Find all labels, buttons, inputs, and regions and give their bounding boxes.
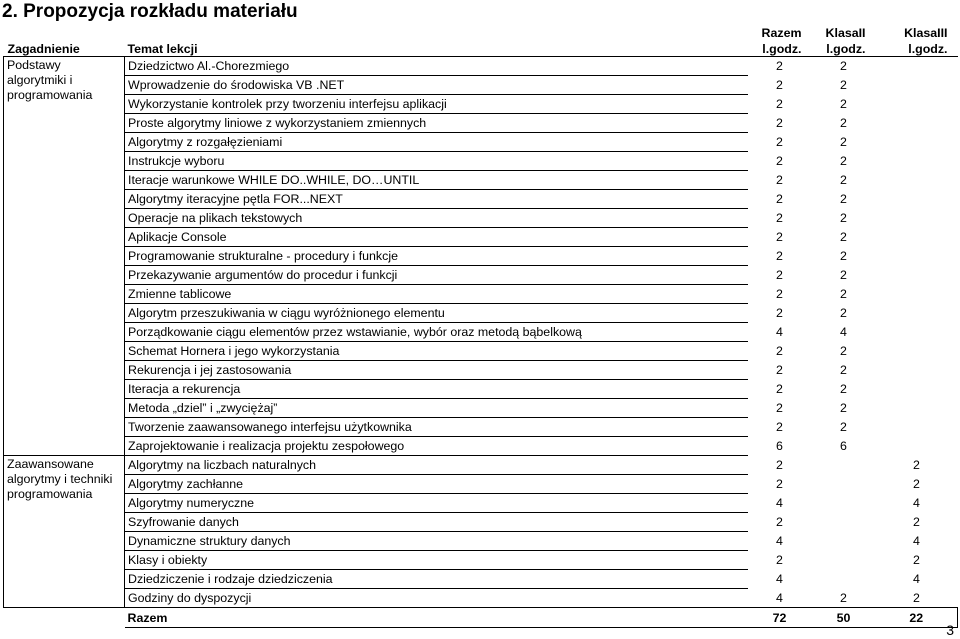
table-row [4, 399, 958, 418]
hours-razem: 2 [776, 211, 783, 225]
table-row [4, 190, 958, 209]
topic-cell: Wprowadzenie do środowiska VB .NET [125, 76, 748, 95]
table-row [4, 342, 958, 361]
topic-cell: Instrukcje wyboru [125, 152, 748, 171]
hours-k3: 4 [913, 534, 920, 548]
topic-cell: Dziedziczenie i rodzaje dziedziczenia [125, 570, 748, 589]
hours-razem: 2 [776, 401, 783, 415]
hours-k3 [876, 418, 958, 437]
topic-cell: Algorytmy iteracyjne pętla FOR...NEXT [125, 190, 748, 209]
hours-razem: 2 [776, 230, 783, 244]
hours-k2: 2 [840, 173, 847, 187]
table-row [4, 266, 958, 285]
table-row [4, 152, 958, 171]
hours-k2: 2 [840, 268, 847, 282]
category-cell: Zaawansowane algorytmy i techniki programowania [4, 456, 125, 608]
table-row [4, 418, 958, 437]
hours-k2 [812, 475, 876, 494]
hours-k3 [876, 247, 958, 266]
hours-razem: 4 [776, 572, 783, 586]
hours-k2: 2 [840, 59, 847, 74]
topic-cell: Wykorzystanie kontrolek przy tworzeniu interfejsu aplikacji [125, 95, 748, 114]
summary-row [4, 608, 958, 628]
hours-razem: 2 [776, 458, 783, 472]
table-row [4, 228, 958, 247]
table-row [4, 285, 958, 304]
hours-k3 [876, 266, 958, 285]
topic-cell: Iteracje warunkowe WHILE DO..WHILE, DO…UNTIL [125, 171, 748, 190]
hours-k3: 2 [913, 590, 920, 605]
topic-cell: Godziny do dyspozycji [125, 589, 748, 608]
hours-k2: 2 [840, 306, 847, 320]
topic-cell: Metoda „dziel” i „zwyciężaj” [125, 399, 748, 418]
hours-razem: 2 [776, 420, 783, 434]
hours-k3 [876, 304, 958, 323]
header-zagadnienie: Zagadnienie [4, 41, 125, 57]
hours-k3 [876, 285, 958, 304]
table-row [4, 304, 958, 323]
hours-razem: 4 [776, 534, 783, 548]
hours-k2: 2 [840, 192, 847, 206]
hours-k3: 2 [913, 553, 920, 567]
table-row [4, 95, 958, 114]
hours-k3 [876, 399, 958, 418]
topic-cell: Iteracja a rekurencja [125, 380, 748, 399]
hours-k3 [876, 361, 958, 380]
category-cell: Podstawy algorytmiki i programowania [4, 57, 125, 456]
topic-cell: Algorytm przeszukiwania w ciągu wyróżnionego elementu [125, 304, 748, 323]
table-row [4, 513, 958, 532]
hours-razem: 4 [776, 496, 783, 510]
hours-k2: 2 [840, 116, 847, 130]
hours-razem: 4 [776, 325, 783, 339]
topic-cell: Algorytmy z rozgałęzieniami [125, 133, 748, 152]
hours-k2 [812, 494, 876, 513]
header-klasa-2: KlasaII [825, 26, 866, 40]
header-godz-razem: l.godz. [748, 41, 812, 57]
hours-k2: 2 [840, 363, 847, 377]
hours-k2: 2 [840, 420, 847, 434]
hours-k3 [876, 95, 958, 114]
header-temat: Temat lekcji [125, 41, 748, 57]
topic-cell: Szyfrowanie danych [125, 513, 748, 532]
section-heading: 2. Propozycja rozkładu materiału [2, 1, 298, 22]
hours-razem: 2 [776, 287, 783, 301]
table-row [4, 380, 958, 399]
hours-razem: 2 [776, 59, 783, 74]
topic-cell: Dynamiczne struktury danych [125, 532, 748, 551]
table-row [4, 361, 958, 380]
lesson-plan-table [3, 25, 958, 628]
table-row [4, 114, 958, 133]
hours-k3 [876, 323, 958, 342]
hours-razem: 2 [776, 192, 783, 206]
topic-cell: Rekurencja i jej zastosowania [125, 361, 748, 380]
hours-k3 [876, 380, 958, 399]
hours-razem: 2 [776, 173, 783, 187]
hours-k2: 2 [840, 401, 847, 415]
topic-cell: Tworzenie zaawansowanego interfejsu użytkownika [125, 418, 748, 437]
hours-razem: 4 [776, 590, 783, 605]
topic-cell: Przekazywanie argumentów do procedur i funkcji [125, 266, 748, 285]
topic-cell: Zmienne tablicowe [125, 285, 748, 304]
table-row [4, 209, 958, 228]
hours-razem: 2 [776, 553, 783, 567]
table-row [4, 456, 958, 475]
hours-k2: 2 [840, 249, 847, 263]
hours-razem: 2 [776, 78, 783, 92]
table-row [4, 475, 958, 494]
summary-razem: 72 [748, 608, 812, 628]
hours-k3: 2 [913, 458, 920, 472]
hours-k2 [812, 570, 876, 589]
hours-k3 [876, 133, 958, 152]
topic-cell: Schemat Hornera i jego wykorzystania [125, 342, 748, 361]
hours-k2: 4 [840, 325, 847, 339]
topic-cell: Algorytmy zachłanne [125, 475, 748, 494]
hours-k3 [876, 114, 958, 133]
hours-k2: 2 [840, 135, 847, 149]
hours-razem: 2 [776, 515, 783, 529]
hours-k3 [876, 171, 958, 190]
hours-razem: 2 [776, 306, 783, 320]
table-row [4, 532, 958, 551]
topic-cell: Aplikacje Console [125, 228, 748, 247]
header-klasa-3: KlasaIII [904, 26, 948, 40]
hours-k3 [876, 437, 958, 456]
hours-k3 [876, 209, 958, 228]
hours-razem: 2 [776, 116, 783, 130]
hours-razem: 2 [776, 97, 783, 111]
header-godz-klasa-3: l.godz. [876, 41, 958, 57]
table-row [4, 76, 958, 95]
hours-k3 [876, 57, 958, 76]
hours-k2: 2 [840, 590, 847, 605]
page-number: 3 [946, 622, 954, 638]
hours-k2: 2 [840, 78, 847, 92]
hours-k3 [876, 228, 958, 247]
hours-razem: 6 [776, 439, 783, 453]
hours-razem: 2 [776, 382, 783, 396]
hours-k3: 4 [913, 496, 920, 510]
topic-cell: Klasy i obiekty [125, 551, 748, 570]
hours-k2: 2 [840, 154, 847, 168]
table-row [4, 437, 958, 456]
hours-k2 [812, 513, 876, 532]
header-razem: Razem [761, 26, 802, 40]
topic-cell: Algorytmy na liczbach naturalnych [125, 456, 748, 475]
hours-k2: 2 [840, 287, 847, 301]
hours-razem: 2 [776, 268, 783, 282]
table-row [4, 323, 958, 342]
topic-cell: Algorytmy numeryczne [125, 494, 748, 513]
hours-k3 [876, 152, 958, 171]
topic-cell: Zaprojektowanie i realizacja projektu zespołowego [125, 437, 748, 456]
topic-cell: Porządkowanie ciągu elementów przez wstawianie, wybór oraz metodą bąbelkową [125, 323, 748, 342]
hours-k3 [876, 190, 958, 209]
hours-k2: 6 [840, 439, 847, 453]
hours-k2: 2 [840, 211, 847, 225]
table-row [4, 551, 958, 570]
hours-k2 [812, 551, 876, 570]
table-row [4, 57, 958, 76]
table-row [4, 171, 958, 190]
hours-razem: 2 [776, 363, 783, 377]
hours-razem: 2 [776, 344, 783, 358]
table-row [4, 494, 958, 513]
topic-cell: Operacje na plikach tekstowych [125, 209, 748, 228]
hours-k3 [876, 76, 958, 95]
hours-k2: 2 [840, 97, 847, 111]
hours-k2: 2 [840, 230, 847, 244]
hours-razem: 2 [776, 477, 783, 491]
header-godz-klasa-2: l.godz. [812, 41, 876, 57]
hours-k3: 4 [913, 572, 920, 586]
hours-k3: 2 [913, 477, 920, 491]
hours-k2: 2 [840, 382, 847, 396]
hours-k2: 2 [840, 344, 847, 358]
hours-k3: 2 [913, 515, 920, 529]
header-row-columns [4, 41, 958, 57]
hours-razem: 2 [776, 154, 783, 168]
summary-label: Razem [125, 608, 748, 628]
topic-cell: Proste algorytmy liniowe z wykorzystaniem zmiennych [125, 114, 748, 133]
header-row-classes [4, 25, 958, 41]
hours-k2 [812, 532, 876, 551]
table-row [4, 570, 958, 589]
hours-razem: 2 [776, 249, 783, 263]
summary-k3: 22 [876, 608, 958, 628]
table-row [4, 133, 958, 152]
topic-cell: Dziedzictwo Al.-Chorezmiego [125, 57, 748, 76]
hours-k2 [812, 456, 876, 475]
table-row [4, 589, 958, 608]
hours-k3 [876, 342, 958, 361]
table-row [4, 247, 958, 266]
hours-razem: 2 [776, 135, 783, 149]
topic-cell: Programowanie strukturalne - procedury i funkcje [125, 247, 748, 266]
summary-k2: 50 [812, 608, 876, 628]
